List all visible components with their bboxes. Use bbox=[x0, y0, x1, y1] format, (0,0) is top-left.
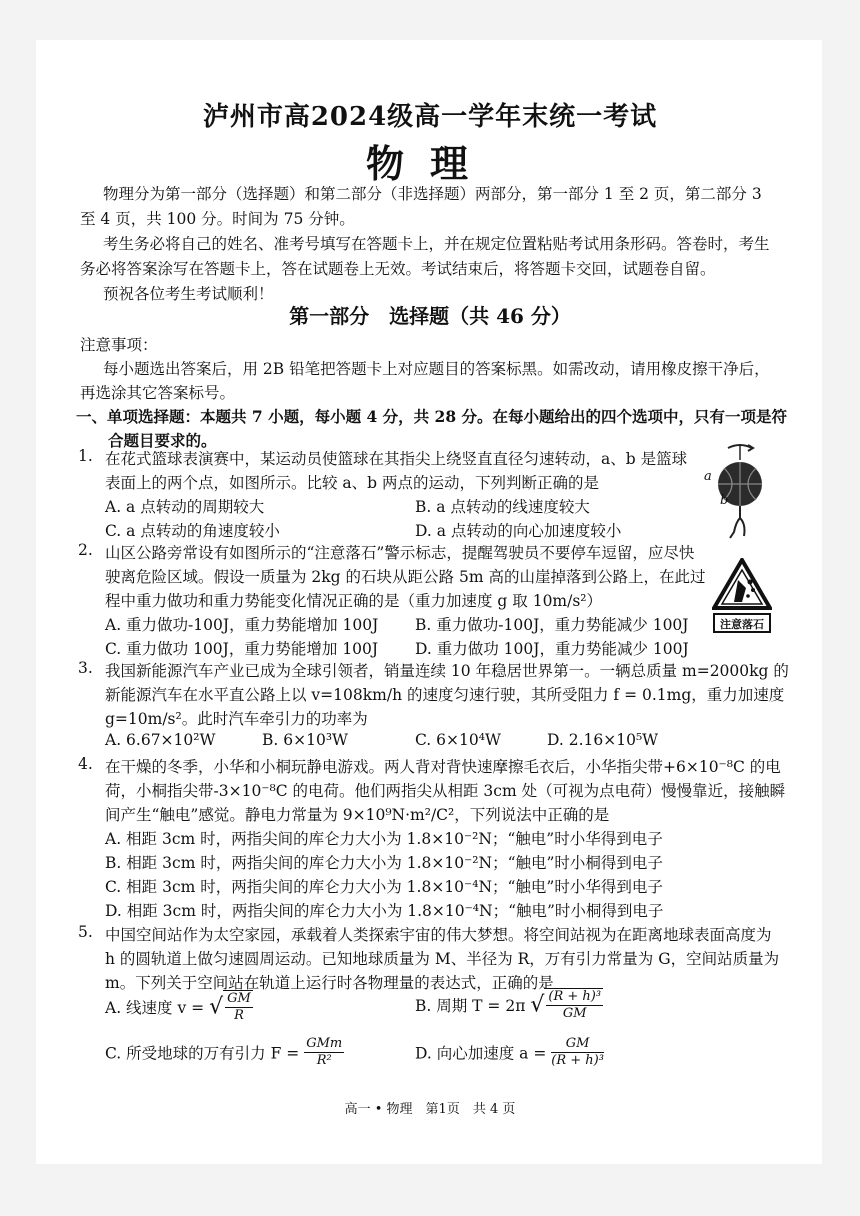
q3-option-b: B. 6×10³W bbox=[262, 731, 348, 749]
q2-line-1: 山区公路旁常设有如图所示的“注意落石”警示标志，提醒驾驶员不要停车逗留，应尽快 bbox=[105, 544, 695, 562]
basketball-figure bbox=[700, 440, 780, 540]
intro-line-5: 预祝各位考生考试顺利！ bbox=[103, 285, 274, 303]
q5-b-denominator: GM bbox=[562, 1006, 587, 1021]
q2-line-3: 程中重力做功和重力势能变化情况正确的是（重力加速度 g 取 10m/s²） bbox=[105, 592, 603, 610]
q2-option-b: B. 重力做功-100J，重力势能减少 100J bbox=[415, 616, 689, 634]
q5-d-numerator: GM bbox=[551, 1036, 604, 1053]
q4-option-d: D. 相距 3cm 时，两指尖间的库仑力大小为 1.8×10⁻⁴N；“触电”时小桐得到电子 bbox=[105, 902, 664, 920]
q5-c-numerator: GMm bbox=[306, 1036, 343, 1051]
q4-line-1: 在干燥的冬季，小华和小桐玩静电游戏。两人背对背快速摩擦毛衣后，小华指尖带+6×10⁻⁸C 的电 bbox=[105, 758, 781, 776]
q5-a-denominator: R bbox=[234, 1008, 244, 1023]
q5-b-numerator: (R + h)³ bbox=[548, 989, 602, 1004]
q5-line-1: 中国空间站作为太空家园，承载着人类探索宇宙的伟大梦想。将空间站视为在距离地球表面高度为 bbox=[105, 926, 772, 944]
exam-title: 泸州市高2024级高一学年末统一考试 bbox=[202, 102, 658, 132]
q5-d-denominator: (R + h)³ bbox=[551, 1053, 604, 1068]
q5-option-d-label: D. 向心加速度 a = bbox=[415, 1044, 547, 1063]
q5-option-d bbox=[415, 1036, 604, 1069]
subject-title: 物理 bbox=[365, 141, 494, 186]
q3-option-c: C. 6×10⁴W bbox=[415, 731, 501, 749]
sign-label: 注意落石 bbox=[720, 618, 764, 631]
q4-line-2: 荷，小桐指尖带-3×10⁻⁸C 的电荷。他们两指尖从相距 3cm 处（可视为点电荷）慢慢靠近，接触瞬 bbox=[105, 782, 786, 800]
point-b-label: b bbox=[720, 493, 729, 508]
q1-option-b: B. a 点转动的线速度较大 bbox=[415, 498, 590, 516]
q5-number: 5. bbox=[78, 923, 93, 941]
q3-number: 3. bbox=[78, 659, 93, 677]
q1-line-2: 表面上的两个点，如图所示。比较 a、b 两点的运动，下列判断正确的是 bbox=[105, 474, 600, 492]
q4-line-3: 间产生“触电”感觉。静电力常量为 9×10⁹N·m²/C²，下列说法中正确的是 bbox=[105, 806, 610, 824]
part-heading-line-2: 合题目要求的。 bbox=[108, 431, 217, 450]
q5-option-a bbox=[105, 990, 253, 1024]
q5-a-numerator: GM bbox=[227, 991, 251, 1006]
notice-line-1: 每小题选出答案后，用 2B 铅笔把答题卡上对应题目的答案标黑。如需改动，请用橡皮擦干净后， bbox=[103, 360, 770, 378]
q2-option-c: C. 重力做功 100J，重力势能增加 100J bbox=[105, 640, 379, 658]
q5-option-c bbox=[105, 1036, 344, 1069]
q2-number: 2. bbox=[78, 541, 93, 559]
q5-option-b-label: B. 周期 T = 2π bbox=[415, 997, 526, 1015]
q2-option-d: D. 重力做功 100J，重力势能减少 100J bbox=[415, 640, 689, 658]
point-a-label: a bbox=[704, 469, 712, 484]
falling-rock-sign-icon bbox=[712, 558, 772, 636]
q5-line-3: m。下列关于空间站在轨道上运行时各物理量的表达式，正确的是 bbox=[105, 974, 554, 992]
q1-option-d: D. a 点转动的向心加速度较小 bbox=[415, 522, 622, 540]
q4-option-a: A. 相距 3cm 时，两指尖间的库仑力大小为 1.8×10⁻²N；“触电”时小华得到电子 bbox=[105, 830, 663, 848]
q1-option-c: C. a 点转动的角速度较小 bbox=[105, 522, 280, 540]
q1-line-1: 在花式篮球表演赛中，某运动员使篮球在其指尖上绕竖直直径匀速转动，a、b 是篮球 bbox=[105, 450, 688, 468]
q2-line-2: 驶离危险区域。假设一质量为 2kg 的石块从距公路 5m 高的山崖掉落到公路上，在此过 bbox=[105, 568, 706, 586]
q4-option-b: B. 相距 3cm 时，两指尖间的库仑力大小为 1.8×10⁻²N；“触电”时小桐得到电子 bbox=[105, 854, 663, 872]
notice-line-2: 再选涂其它答案标号。 bbox=[80, 384, 236, 402]
q3-option-a: A. 6.67×10²W bbox=[105, 731, 216, 749]
sqrt-icon: √ bbox=[530, 992, 545, 1018]
q3-line-3: g=10m/s²。此时汽车牵引力的功率为 bbox=[105, 710, 368, 728]
q5-option-c-label: C. 所受地球的万有引力 F = bbox=[105, 1044, 300, 1063]
q5-line-2: h 的圆轨道上做匀速圆周运动。已知地球质量为 M、半径为 R，万有引力常量为 G，空间站质量为 bbox=[105, 950, 780, 968]
q3-option-d: D. 2.16×10⁵W bbox=[547, 731, 659, 749]
section-title: 第一部分 选择题（共 46 分） bbox=[289, 304, 571, 328]
q1-option-a: A. a 点转动的周期较大 bbox=[105, 498, 265, 516]
q5-option-a-label: A. 线速度 v = bbox=[105, 999, 205, 1017]
q5-c-denominator: R² bbox=[316, 1053, 332, 1068]
q5-option-b bbox=[415, 988, 603, 1022]
intro-line-2: 至 4 页，共 100 分。时间为 75 分钟。 bbox=[80, 210, 355, 228]
q2-option-a: A. 重力做功-100J，重力势能增加 100J bbox=[105, 616, 379, 634]
intro-line-1: 物理分为第一部分（选择题）和第二部分（非选择题）两部分，第一部分 1 至 2 页，第二部分 3 bbox=[103, 185, 762, 203]
q1-number: 1. bbox=[78, 447, 93, 465]
part-heading-line-1: 一、单项选择题：本题共 7 小题，每小题 4 分，共 28 分。在每小题给出的四个选项中，只有一项是符 bbox=[76, 407, 788, 426]
intro-line-3: 考生务必将自己的姓名、准考号填写在答题卡上，并在规定位置粘贴考试用条形码。答卷时，考生 bbox=[103, 235, 770, 253]
q4-number: 4. bbox=[78, 755, 93, 773]
page-footer: 高一 • 物理 第1页 共 4 页 bbox=[344, 1102, 516, 1117]
intro-line-4: 务必将答案涂写在答题卡上，答在试题卷上无效。考试结束后，将答题卡交回，试题卷自留。 bbox=[80, 260, 716, 278]
q3-line-1: 我国新能源汽车产业已成为全球引领者，销量连续 10 年稳居世界第一。一辆总质量 m=2000kg 的 bbox=[105, 662, 789, 680]
notice-label: 注意事项： bbox=[80, 336, 158, 354]
q4-option-c: C. 相距 3cm 时，两指尖间的库仑力大小为 1.8×10⁻⁴N；“触电”时小华得到电子 bbox=[105, 878, 663, 896]
q3-line-2: 新能源汽车在水平直公路上以 v=108km/h 的速度匀速行驶，其所受阻力 f = 0.1mg，重力加速度 bbox=[105, 686, 785, 704]
sqrt-icon: √ bbox=[209, 994, 224, 1020]
